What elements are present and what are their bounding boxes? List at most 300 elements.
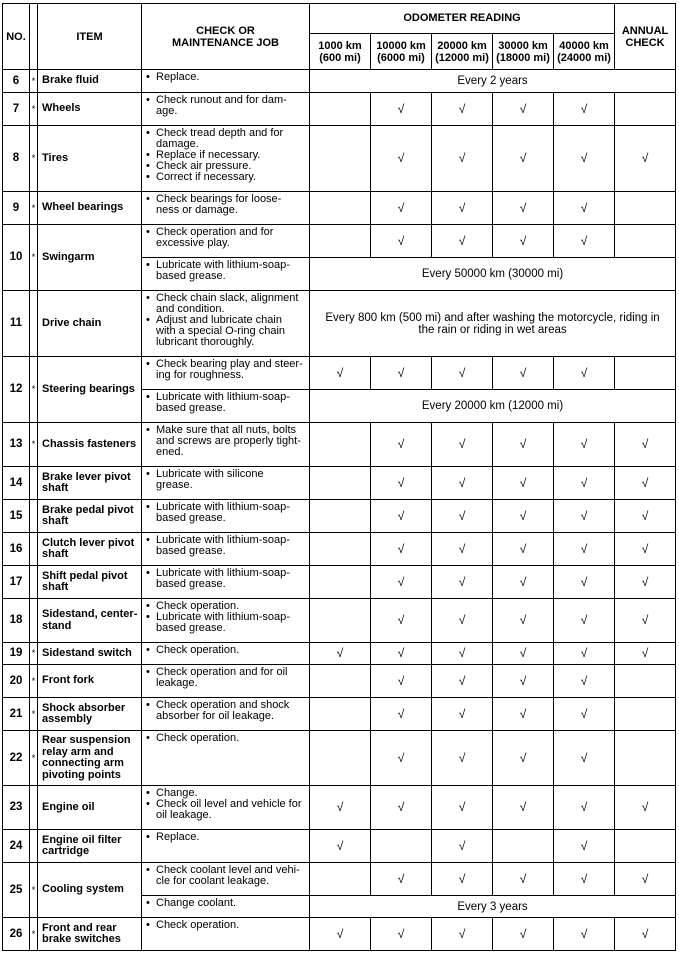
check-mark: √	[493, 643, 554, 665]
row-item: Swingarm	[38, 225, 142, 291]
check-mark: √	[371, 225, 432, 258]
row-job	[142, 291, 310, 357]
job-text: Change.	[156, 787, 198, 799]
empty-cell	[310, 698, 371, 731]
header-interval	[554, 34, 615, 70]
check-mark: √	[554, 533, 615, 566]
bullet-icon: •	[146, 149, 150, 161]
job-text: Correct if necessary.	[156, 171, 257, 183]
row-item: Chassis fasteners	[38, 423, 142, 467]
row-job	[142, 698, 310, 731]
check-mark: √	[310, 786, 371, 830]
job-text: Replace.	[156, 831, 200, 843]
job-line	[146, 392, 307, 414]
check-mark: √	[432, 918, 493, 951]
check-mark: √	[554, 225, 615, 258]
empty-cell	[310, 423, 371, 467]
job-line	[146, 128, 307, 150]
check-mark: √	[432, 786, 493, 830]
check-mark: √	[371, 731, 432, 786]
check-mark: √	[371, 357, 432, 390]
row-number: 17	[3, 566, 30, 599]
empty-cell	[615, 357, 676, 390]
row-star	[30, 467, 38, 500]
check-mark: √	[554, 643, 615, 665]
header-interval	[371, 34, 432, 70]
job-text: Check operation.	[156, 919, 240, 931]
check-mark: √	[432, 643, 493, 665]
check-mark: √	[554, 126, 615, 192]
row-star	[30, 830, 38, 863]
job-text: Lubricate with silicone grease.	[156, 468, 264, 491]
row-item: Sidestand switch	[38, 643, 142, 665]
empty-cell	[371, 830, 432, 863]
check-mark: √	[554, 698, 615, 731]
bullet-icon: •	[146, 699, 150, 711]
row-star: *	[30, 93, 38, 126]
row-job	[142, 390, 310, 423]
empty-cell	[310, 225, 371, 258]
job-line	[146, 260, 307, 282]
check-mark: √	[615, 786, 676, 830]
job-line	[146, 865, 307, 887]
empty-cell	[493, 830, 554, 863]
check-mark: √	[554, 467, 615, 500]
row-job	[142, 599, 310, 643]
bullet-icon: •	[146, 259, 150, 271]
table-row	[3, 599, 676, 643]
check-mark: √	[493, 566, 554, 599]
job-text: Change coolant.	[156, 897, 237, 909]
job-line	[146, 535, 307, 557]
check-mark: √	[554, 918, 615, 951]
empty-cell	[310, 126, 371, 192]
empty-cell	[615, 192, 676, 225]
bullet-icon: •	[146, 424, 150, 436]
check-mark: √	[371, 423, 432, 467]
empty-cell	[615, 830, 676, 863]
row-number: 10	[3, 225, 30, 291]
row-job	[142, 500, 310, 533]
header-interval-line: 1000 km	[318, 39, 362, 52]
job-line	[146, 502, 307, 524]
check-mark: √	[493, 731, 554, 786]
empty-cell	[310, 566, 371, 599]
empty-cell	[310, 192, 371, 225]
row-job	[142, 830, 310, 863]
bullet-icon: •	[146, 666, 150, 678]
maintenance-table	[2, 3, 676, 951]
empty-cell	[310, 467, 371, 500]
empty-cell	[615, 731, 676, 786]
check-mark: √	[493, 192, 554, 225]
check-mark: √	[371, 643, 432, 665]
table-row	[3, 566, 676, 599]
job-text: Check coolant level and vehi- cle for coolant leakage.	[156, 864, 300, 887]
bullet-icon: •	[146, 732, 150, 744]
bullet-icon: •	[146, 171, 150, 183]
row-number: 18	[3, 599, 30, 643]
check-mark: √	[615, 566, 676, 599]
table-row	[3, 830, 676, 863]
header-interval-line: (12000 mi)	[435, 51, 489, 64]
bullet-icon: •	[146, 644, 150, 656]
row-job	[142, 566, 310, 599]
check-mark: √	[493, 357, 554, 390]
check-mark: √	[371, 192, 432, 225]
check-mark: √	[493, 863, 554, 896]
check-mark: √	[432, 599, 493, 643]
bullet-icon: •	[146, 94, 150, 106]
row-job	[142, 918, 310, 951]
check-mark: √	[554, 357, 615, 390]
check-mark: √	[493, 918, 554, 951]
row-job	[142, 126, 310, 192]
table-row	[3, 467, 676, 500]
job-line	[146, 645, 307, 656]
row-item: Drive chain	[38, 291, 142, 357]
row-item: Wheels	[38, 93, 142, 126]
row-star	[30, 599, 38, 643]
header-interval	[493, 34, 554, 70]
check-mark: √	[310, 643, 371, 665]
check-mark: √	[432, 357, 493, 390]
row-job	[142, 643, 310, 665]
check-mark: √	[432, 126, 493, 192]
bullet-icon: •	[146, 160, 150, 172]
row-item: Tires	[38, 126, 142, 192]
header-interval-line: 40000 km	[559, 39, 609, 52]
job-line	[146, 72, 307, 83]
empty-cell	[310, 665, 371, 698]
check-mark: √	[371, 126, 432, 192]
row-number: 24	[3, 830, 30, 863]
check-mark: √	[432, 500, 493, 533]
row-job	[142, 258, 310, 291]
check-mark: √	[371, 786, 432, 830]
job-line	[146, 425, 307, 458]
bullet-icon: •	[146, 831, 150, 843]
check-mark: √	[371, 467, 432, 500]
row-job	[142, 665, 310, 698]
row-star: *	[30, 731, 38, 786]
row-job	[142, 896, 310, 918]
check-mark: √	[554, 192, 615, 225]
row-number: 23	[3, 786, 30, 830]
check-mark: √	[615, 467, 676, 500]
row-job	[142, 731, 310, 786]
job-line	[146, 898, 307, 909]
job-line	[146, 293, 307, 315]
check-mark: √	[554, 599, 615, 643]
bullet-icon: •	[146, 314, 150, 326]
job-text: Lubricate with lithium-soap- based grease.	[156, 501, 290, 524]
table-row	[3, 423, 676, 467]
header-job	[142, 4, 310, 70]
bullet-icon: •	[146, 798, 150, 810]
empty-cell	[615, 225, 676, 258]
bullet-icon: •	[146, 292, 150, 304]
job-text: Lubricate with lithium-soap- based grease.	[156, 391, 290, 414]
check-mark: √	[432, 93, 493, 126]
check-mark: √	[310, 357, 371, 390]
row-item: Engine oil filter cartridge	[38, 830, 142, 863]
header-interval-line: 20000 km	[437, 39, 487, 52]
check-mark: √	[371, 93, 432, 126]
header-item: ITEM	[38, 4, 142, 70]
check-mark: √	[432, 467, 493, 500]
row-number: 21	[3, 698, 30, 731]
row-item: Shock absorber assembly	[38, 698, 142, 731]
job-text: Check operation and for oil leakage.	[156, 666, 288, 689]
header-interval-line: 10000 km	[376, 39, 426, 52]
table-row	[3, 533, 676, 566]
check-mark: √	[493, 423, 554, 467]
check-mark: √	[310, 918, 371, 951]
row-star	[30, 291, 38, 357]
check-mark: √	[432, 731, 493, 786]
check-mark: √	[615, 599, 676, 643]
row-item: Sidestand, center-stand	[38, 599, 142, 643]
check-mark: √	[371, 918, 432, 951]
row-star	[30, 786, 38, 830]
row-item: Wheel bearings	[38, 192, 142, 225]
bullet-icon: •	[146, 897, 150, 909]
row-item: Brake fluid	[38, 70, 142, 93]
check-mark: √	[432, 192, 493, 225]
table-row	[3, 786, 676, 830]
check-mark: √	[432, 533, 493, 566]
job-line	[146, 315, 307, 348]
check-mark: √	[615, 423, 676, 467]
check-mark: √	[432, 225, 493, 258]
bullet-icon: •	[146, 611, 150, 623]
job-line	[146, 469, 307, 491]
check-mark: √	[371, 500, 432, 533]
job-line	[146, 227, 307, 249]
row-item: Rear suspension relay arm and connecting arm pivoting points	[38, 731, 142, 786]
check-mark: √	[554, 731, 615, 786]
row-star: *	[30, 192, 38, 225]
bullet-icon: •	[146, 193, 150, 205]
bullet-icon: •	[146, 567, 150, 579]
check-mark: √	[493, 599, 554, 643]
bullet-icon: •	[146, 534, 150, 546]
check-mark: √	[371, 566, 432, 599]
job-line	[146, 832, 307, 843]
row-star	[30, 566, 38, 599]
row-item: Shift pedal pivot shaft	[38, 566, 142, 599]
check-mark: √	[493, 225, 554, 258]
check-mark: √	[371, 599, 432, 643]
bullet-icon: •	[146, 391, 150, 403]
bullet-icon: •	[146, 787, 150, 799]
job-text: Check operation.	[156, 732, 240, 744]
table-row	[3, 225, 676, 258]
job-text: Check operation.	[156, 644, 240, 656]
row-number: 25	[3, 863, 30, 918]
job-line	[146, 920, 307, 931]
row-job	[142, 93, 310, 126]
job-line	[146, 612, 307, 634]
table-row	[3, 698, 676, 731]
header-odometer: ODOMETER READING	[310, 4, 615, 34]
interval-note: Every 3 years	[310, 896, 676, 918]
interval-note: Every 20000 km (12000 mi)	[310, 390, 676, 423]
check-mark: √	[493, 126, 554, 192]
row-job	[142, 225, 310, 258]
check-mark: √	[615, 918, 676, 951]
row-number: 16	[3, 533, 30, 566]
empty-cell	[310, 533, 371, 566]
job-text: Replace.	[156, 71, 200, 83]
row-item: Front fork	[38, 665, 142, 698]
table-row	[3, 93, 676, 126]
check-mark: √	[371, 863, 432, 896]
bullet-icon: •	[146, 864, 150, 876]
empty-cell	[310, 500, 371, 533]
empty-cell	[615, 665, 676, 698]
job-text: Check oil level and vehicle for oil leakage.	[156, 798, 302, 821]
row-job	[142, 533, 310, 566]
row-item: Cooling system	[38, 863, 142, 918]
check-mark: √	[493, 93, 554, 126]
row-job	[142, 467, 310, 500]
row-star: *	[30, 863, 38, 918]
check-mark: √	[554, 665, 615, 698]
header-interval	[310, 34, 371, 70]
table-row	[3, 357, 676, 390]
interval-note: Every 50000 km (30000 mi)	[310, 258, 676, 291]
row-number: 22	[3, 731, 30, 786]
bullet-icon: •	[146, 501, 150, 513]
row-number: 14	[3, 467, 30, 500]
check-mark: √	[554, 786, 615, 830]
empty-cell	[310, 731, 371, 786]
check-mark: √	[493, 467, 554, 500]
check-mark: √	[554, 566, 615, 599]
check-mark: √	[432, 863, 493, 896]
job-line	[146, 799, 307, 821]
row-number: 11	[3, 291, 30, 357]
table-row	[3, 291, 676, 357]
interval-note: Every 2 years	[310, 70, 676, 93]
table-row	[3, 665, 676, 698]
job-line	[146, 568, 307, 590]
table-row	[3, 731, 676, 786]
check-mark: √	[554, 863, 615, 896]
table-row	[3, 918, 676, 951]
row-star	[30, 533, 38, 566]
row-number: 7	[3, 93, 30, 126]
job-text: Check operation and shock absorber for oil leakage.	[156, 699, 290, 722]
check-mark: √	[432, 566, 493, 599]
check-mark: √	[493, 698, 554, 731]
check-mark: √	[554, 93, 615, 126]
check-mark: √	[554, 423, 615, 467]
row-star: *	[30, 918, 38, 951]
row-item: Brake pedal pivot shaft	[38, 500, 142, 533]
check-mark: √	[554, 830, 615, 863]
row-item: Engine oil	[38, 786, 142, 830]
bullet-icon: •	[146, 71, 150, 83]
job-text: Lubricate with lithium-soap- based grease.	[156, 534, 290, 557]
header-job-label: CHECK OR MAINTENANCE JOB	[172, 24, 279, 49]
row-star: *	[30, 70, 38, 93]
row-number: 12	[3, 357, 30, 423]
job-line	[146, 359, 307, 381]
job-line	[146, 194, 307, 216]
check-mark: √	[615, 863, 676, 896]
bullet-icon: •	[146, 358, 150, 370]
check-mark: √	[432, 830, 493, 863]
row-star: *	[30, 126, 38, 192]
check-mark: √	[432, 698, 493, 731]
row-job	[142, 863, 310, 896]
row-star: *	[30, 357, 38, 423]
row-number: 26	[3, 918, 30, 951]
row-number: 6	[3, 70, 30, 93]
job-text: Check runout and for dam- age.	[156, 94, 287, 117]
header-interval-line: (6000 mi)	[377, 51, 425, 64]
row-number: 9	[3, 192, 30, 225]
job-line	[146, 700, 307, 722]
job-line	[146, 172, 307, 183]
row-number: 19	[3, 643, 30, 665]
row-item: Clutch lever pivot shaft	[38, 533, 142, 566]
check-mark: √	[310, 830, 371, 863]
job-line	[146, 667, 307, 689]
job-text: Adjust and lubricate chain with a special O-ring chain lubricant thoroughly.	[156, 314, 286, 348]
header-annual	[615, 4, 676, 70]
job-text: Check operation.	[156, 600, 240, 612]
interval-note: Every 800 km (500 mi) and after washing the motorcycle, riding in the rain or riding in wet areas	[310, 291, 676, 357]
row-star: *	[30, 643, 38, 665]
row-star	[30, 500, 38, 533]
check-mark: √	[615, 533, 676, 566]
empty-cell	[310, 93, 371, 126]
job-text: Replace if necessary.	[156, 149, 261, 161]
table-row	[3, 126, 676, 192]
row-number: 20	[3, 665, 30, 698]
table-row	[3, 643, 676, 665]
header-star	[30, 4, 38, 70]
row-job	[142, 357, 310, 390]
row-job	[142, 192, 310, 225]
check-mark: √	[371, 533, 432, 566]
job-text: Check tread depth and for damage.	[156, 127, 284, 150]
header-no: NO.	[3, 4, 30, 70]
row-star: *	[30, 423, 38, 467]
empty-cell	[615, 698, 676, 731]
row-number: 13	[3, 423, 30, 467]
check-mark: √	[432, 665, 493, 698]
empty-cell	[310, 599, 371, 643]
job-text: Check chain slack, alignment and condition.	[156, 292, 299, 315]
table-row	[3, 192, 676, 225]
header-interval-line: (24000 mi)	[557, 51, 611, 64]
header-annual-label: ANNUAL CHECK	[621, 24, 669, 49]
table-row	[3, 500, 676, 533]
job-text: Check bearings for loose- ness or damage.	[156, 193, 282, 216]
row-item: Steering bearings	[38, 357, 142, 423]
row-job	[142, 786, 310, 830]
check-mark: √	[554, 500, 615, 533]
check-mark: √	[493, 500, 554, 533]
job-text: Make sure that all nuts, bolts and screws are properly tight- ened.	[156, 424, 301, 458]
header-interval	[432, 34, 493, 70]
row-star: *	[30, 665, 38, 698]
